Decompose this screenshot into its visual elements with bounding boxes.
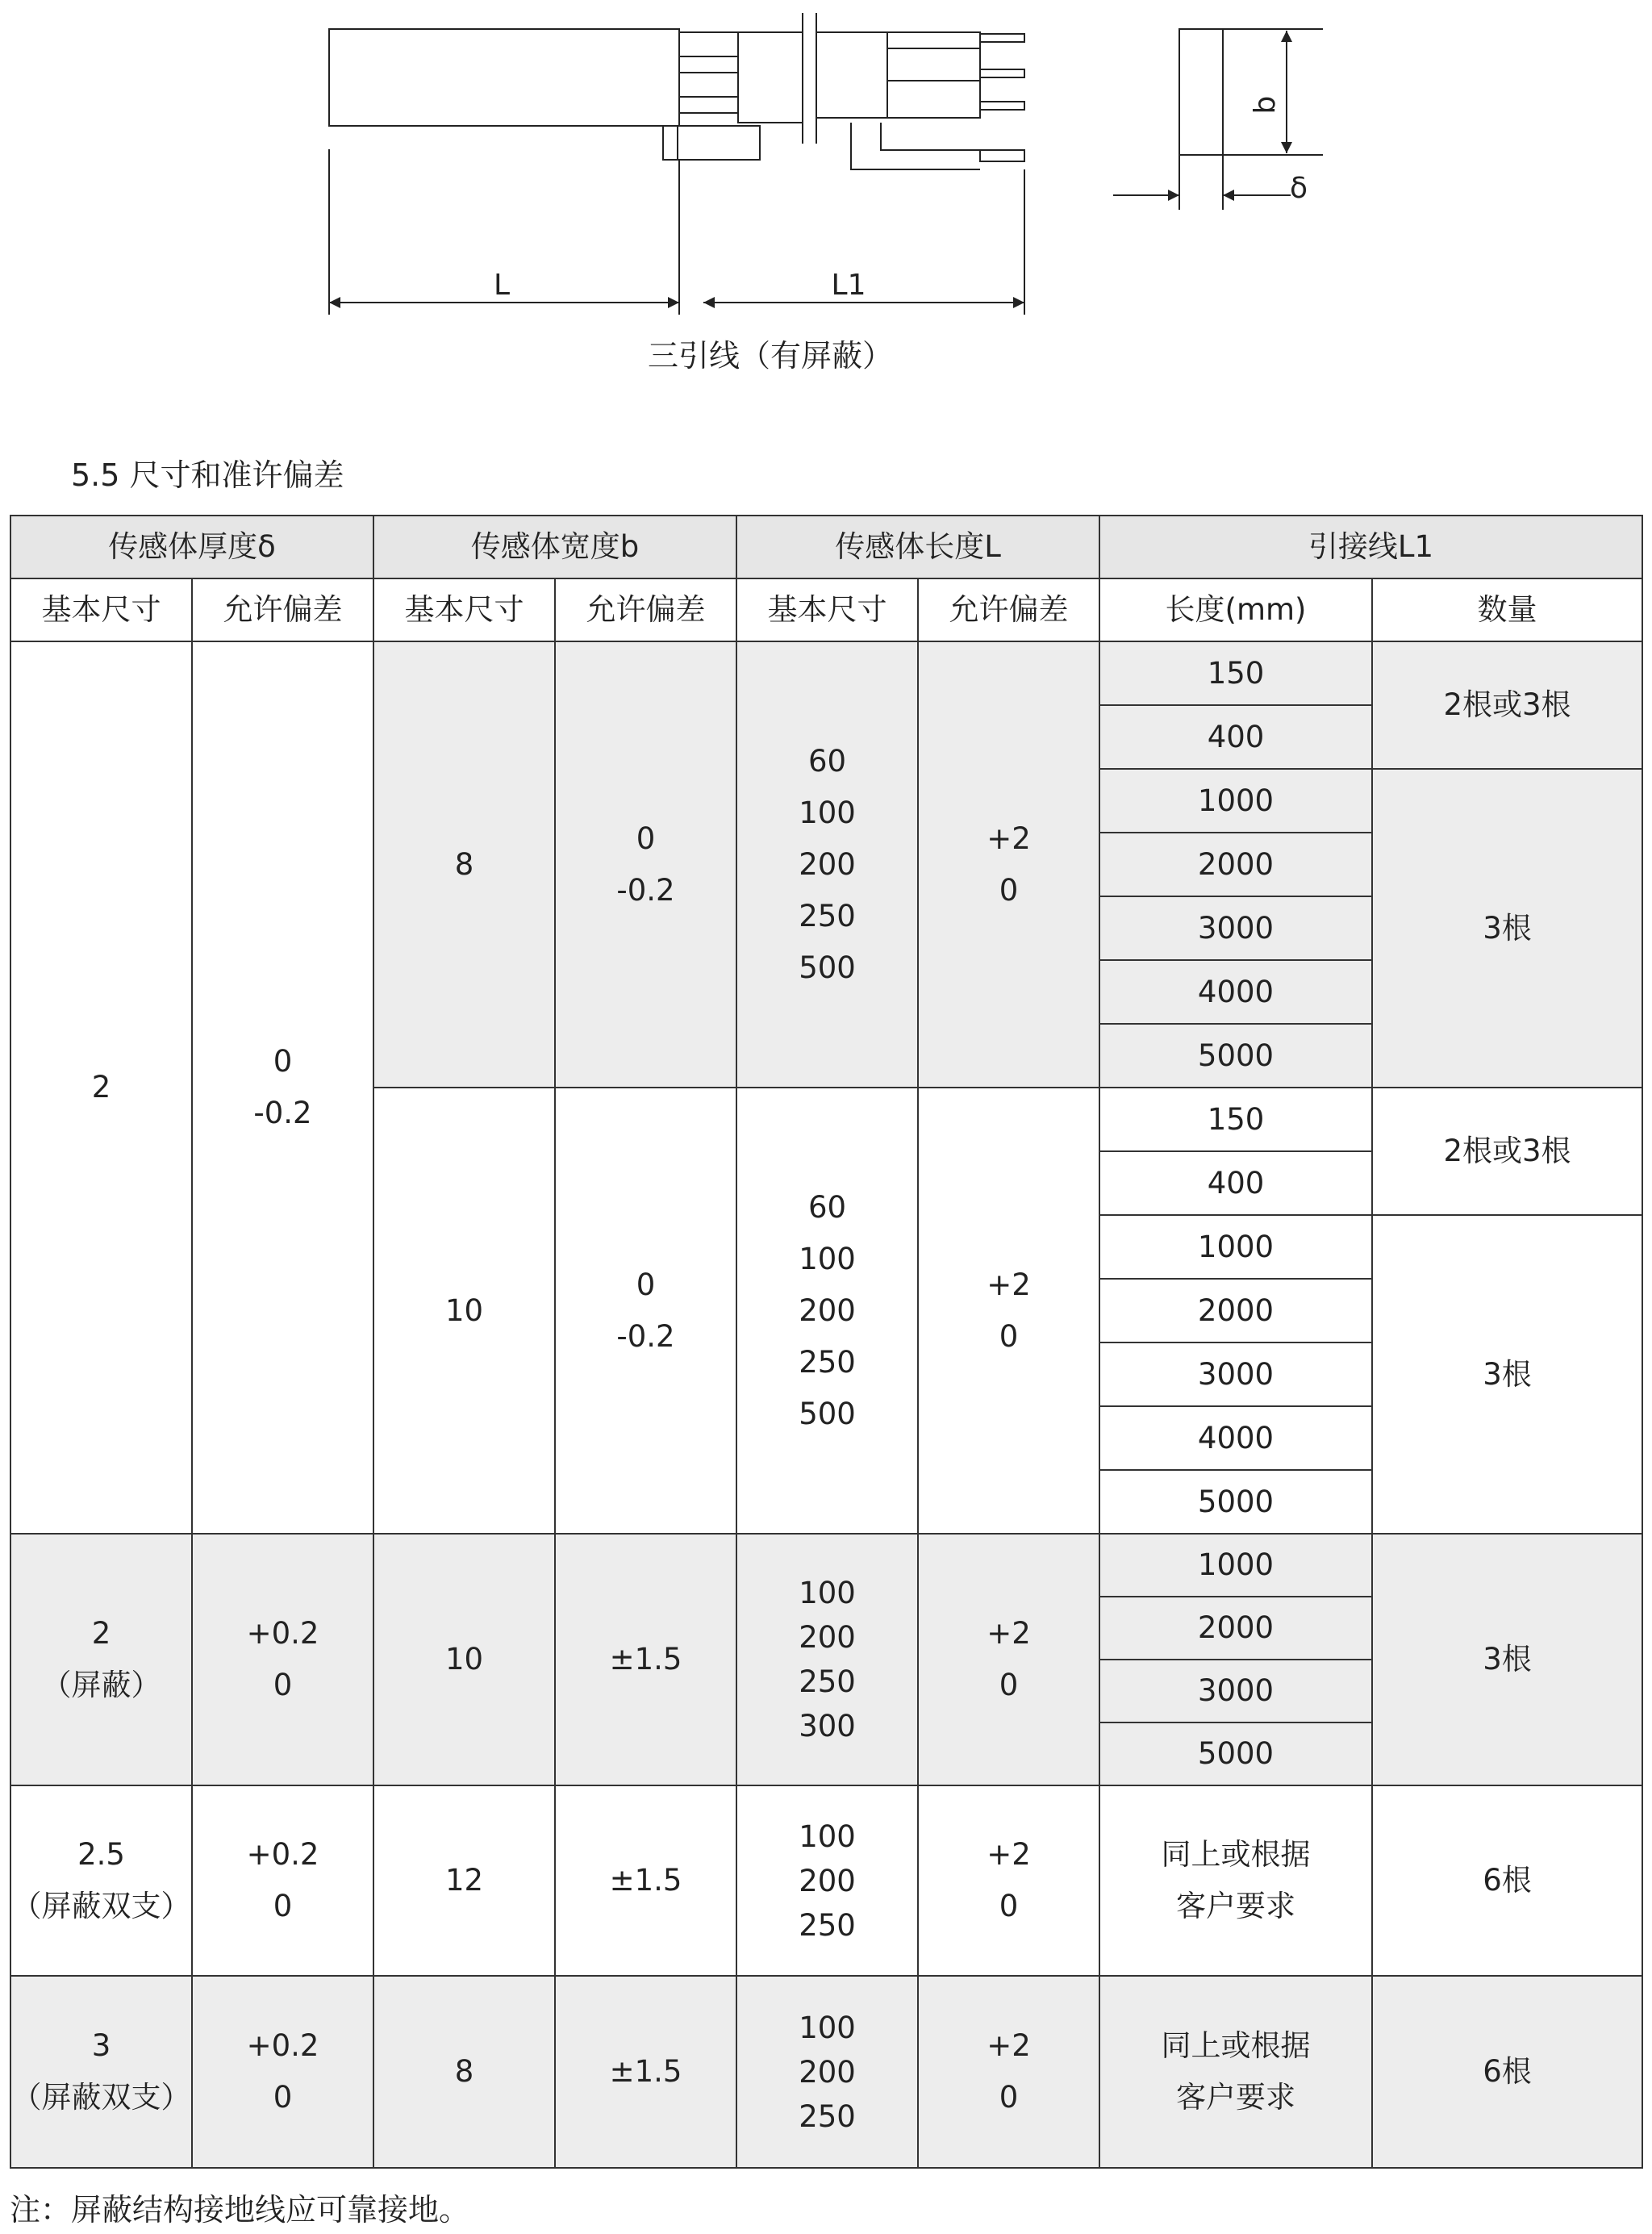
length-basic: 60 100 200 250 500 bbox=[736, 641, 918, 1088]
section-title: 5.5 尺寸和准许偏差 bbox=[71, 457, 344, 493]
width-tolerance: ±1.5 bbox=[555, 1534, 736, 1785]
length-tolerance: +2 0 bbox=[918, 1785, 1099, 1976]
width-basic: 10 bbox=[373, 1088, 555, 1534]
footnote: 注：屏蔽结构接地线应可靠接地。 bbox=[10, 2192, 470, 2228]
subheader-cell: 允许偏差 bbox=[192, 578, 373, 641]
lead-length: 1000 bbox=[1099, 1534, 1372, 1597]
subheader-cell: 允许偏差 bbox=[918, 578, 1099, 641]
length-basic: 60 100 200 250 500 bbox=[736, 1088, 918, 1534]
length-basic: 100 200 250 bbox=[736, 1785, 918, 1976]
drawing-caption: 三引线（有屏蔽） bbox=[647, 338, 893, 374]
lead-length: 4000 bbox=[1099, 960, 1372, 1024]
dimension-tolerance-table bbox=[10, 515, 1643, 2169]
lead-length: 5000 bbox=[1099, 1024, 1372, 1088]
thickness-basic: 2.5 （屏蔽双支） bbox=[10, 1785, 192, 1976]
subheader-cell: 长度(mm) bbox=[1099, 578, 1372, 641]
lead-length: 1000 bbox=[1099, 1215, 1372, 1279]
table-row bbox=[10, 1534, 1642, 1597]
lead-quantity: 3根 bbox=[1372, 1215, 1642, 1534]
length-tolerance: +2 0 bbox=[918, 641, 1099, 1088]
lead-length: 1000 bbox=[1099, 769, 1372, 833]
lead-length: 同上或根据 客户要求 bbox=[1099, 1785, 1372, 1976]
subheader-cell: 允许偏差 bbox=[555, 578, 736, 641]
thickness-basic: 2 （屏蔽） bbox=[10, 1534, 192, 1785]
lead-length: 3000 bbox=[1099, 896, 1372, 960]
lead-length: 4000 bbox=[1099, 1406, 1372, 1470]
subheader-cell: 基本尺寸 bbox=[373, 578, 555, 641]
thickness-tolerance: +0.2 0 bbox=[192, 1534, 373, 1785]
lead-quantity: 6根 bbox=[1372, 1976, 1642, 2168]
thickness-tolerance: +0.2 0 bbox=[192, 1785, 373, 1976]
lead-length: 2000 bbox=[1099, 1279, 1372, 1342]
length-tolerance: +2 0 bbox=[918, 1534, 1099, 1785]
thickness-basic: 3 （屏蔽双支） bbox=[10, 1976, 192, 2168]
header-width: 传感体宽度b bbox=[373, 516, 736, 578]
sensor-dimension-drawing bbox=[0, 0, 1652, 379]
label-L: L bbox=[493, 269, 511, 302]
lead-length: 150 bbox=[1099, 1088, 1372, 1151]
header-lead: 引接线L1 bbox=[1099, 516, 1642, 578]
lead-length: 5000 bbox=[1099, 1722, 1372, 1785]
width-basic: 12 bbox=[373, 1785, 555, 1976]
table-row bbox=[10, 1976, 1642, 2168]
junction-block bbox=[738, 32, 803, 123]
lead-quantity: 6根 bbox=[1372, 1785, 1642, 1976]
lead-length: 2000 bbox=[1099, 833, 1372, 896]
width-tolerance: ±1.5 bbox=[555, 1785, 736, 1976]
width-tolerance: 0 -0.2 bbox=[555, 641, 736, 1088]
table-row bbox=[10, 1785, 1642, 1976]
length-tolerance: +2 0 bbox=[918, 1976, 1099, 2168]
table-row bbox=[10, 641, 1642, 705]
lead-length: 3000 bbox=[1099, 1342, 1372, 1406]
width-tolerance: ±1.5 bbox=[555, 1976, 736, 2168]
thickness-tolerance: +0.2 0 bbox=[192, 1976, 373, 2168]
label-delta: δ bbox=[1289, 172, 1308, 205]
lead-quantity: 3根 bbox=[1372, 1534, 1642, 1785]
table-sub-header bbox=[10, 578, 1642, 641]
header-length: 传感体长度L bbox=[736, 516, 1099, 578]
lead-length: 400 bbox=[1099, 705, 1372, 769]
table-group-header bbox=[10, 516, 1642, 578]
width-tolerance: 0 -0.2 bbox=[555, 1088, 736, 1534]
lead-quantity: 2根或3根 bbox=[1372, 641, 1642, 769]
sensor-body bbox=[329, 29, 679, 126]
lead-quantity: 2根或3根 bbox=[1372, 1088, 1642, 1215]
cross-section bbox=[1179, 29, 1223, 155]
subheader-cell: 基本尺寸 bbox=[736, 578, 918, 641]
lead-length: 同上或根据 客户要求 bbox=[1099, 1976, 1372, 2168]
thickness-basic: 2 bbox=[10, 641, 192, 1534]
lead-length: 2000 bbox=[1099, 1597, 1372, 1660]
subheader-cell: 基本尺寸 bbox=[10, 578, 192, 641]
length-basic: 100 200 250 bbox=[736, 1976, 918, 2168]
length-basic: 100 200 250 300 bbox=[736, 1534, 918, 1785]
label-b: b bbox=[1249, 95, 1282, 115]
header-thickness: 传感体厚度δ bbox=[10, 516, 373, 578]
thickness-tolerance: 0 -0.2 bbox=[192, 641, 373, 1534]
lead-length: 150 bbox=[1099, 641, 1372, 705]
lead-length: 5000 bbox=[1099, 1470, 1372, 1534]
subheader-cell: 数量 bbox=[1372, 578, 1642, 641]
label-L1: L1 bbox=[831, 269, 866, 302]
width-basic: 8 bbox=[373, 641, 555, 1088]
lead-quantity: 3根 bbox=[1372, 769, 1642, 1088]
width-basic: 10 bbox=[373, 1534, 555, 1785]
length-tolerance: +2 0 bbox=[918, 1088, 1099, 1534]
lead-length: 400 bbox=[1099, 1151, 1372, 1215]
lead-length: 3000 bbox=[1099, 1660, 1372, 1722]
width-basic: 8 bbox=[373, 1976, 555, 2168]
